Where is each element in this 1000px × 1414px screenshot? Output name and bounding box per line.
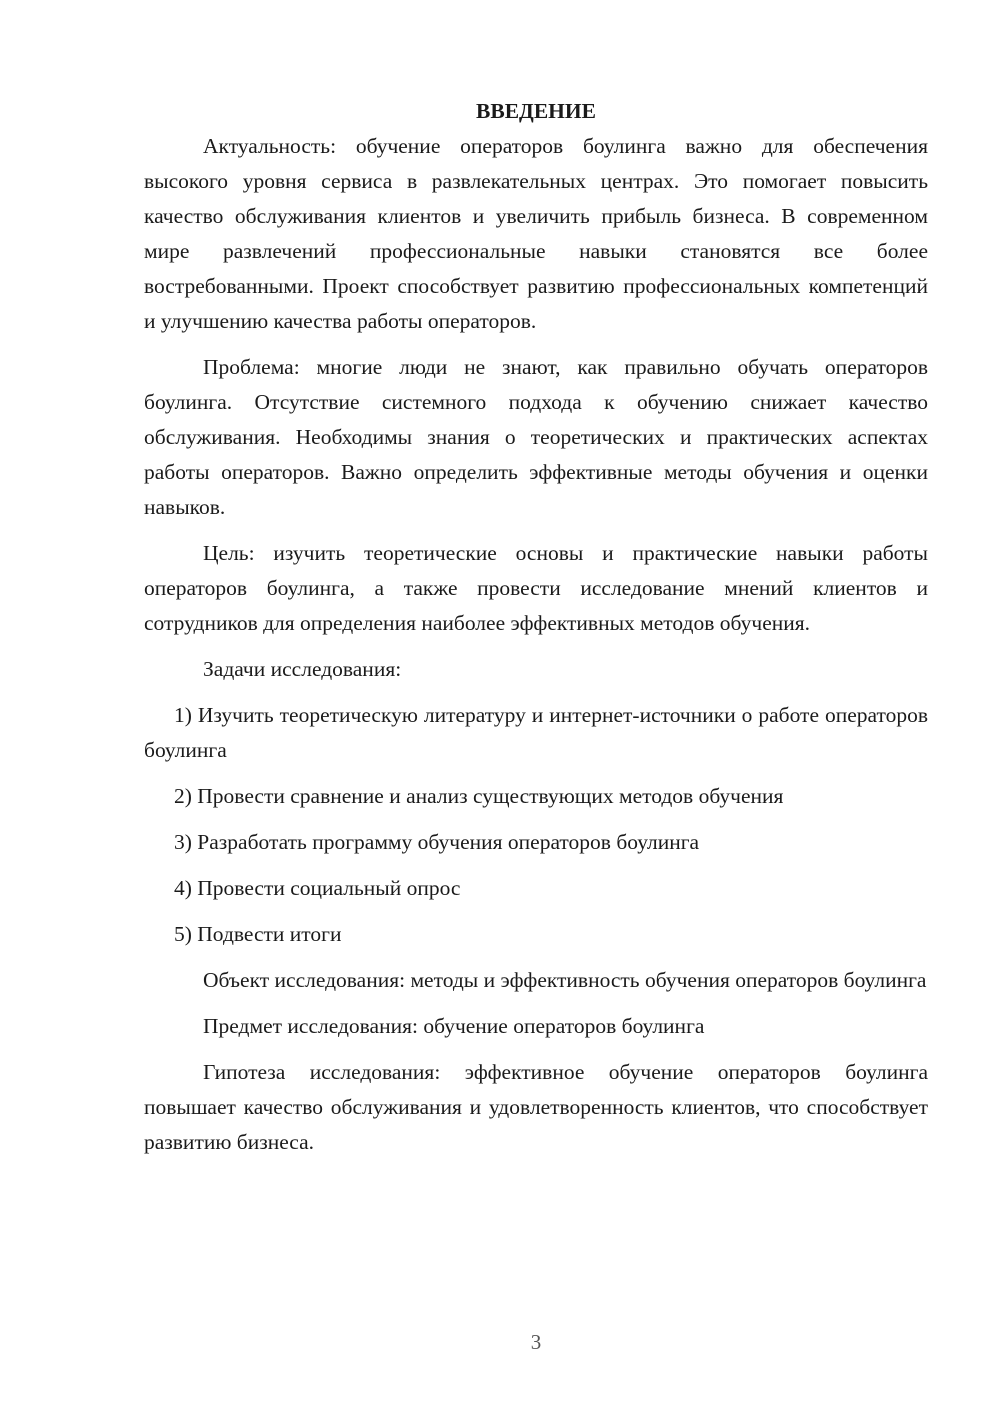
list-item: 3) Разработать программу обучения операторов боулинга [174, 830, 700, 854]
paragraph-relevance: Актуальность: обучение операторов боулинга важно для обеспечения высокого уровня сервиса в развлекательных центрах. Это помогает повысить качество обслуживания клиентов и увеличить прибыль бизнеса. В современном мире развлечений профессиональные навыки становятся все более востребованными. Проект способствует развитию профессиональных компетенций и улучшению качества работы операторов. [144, 134, 928, 333]
list-item: 5) Подвести итоги [174, 922, 342, 946]
paragraph-hypothesis: Гипотеза исследования: эффективное обучение операторов боулинга повышает качество обслуживания и удовлетворенность клиентов, что способствует развитию бизнеса. [144, 1060, 928, 1154]
list-item: 1) Изучить теоретическую литературу и интернет-источники о работе операторов боулинга [144, 703, 928, 762]
paragraph-tasks-heading: Задачи исследования: [203, 657, 402, 681]
page-number: 3 [530, 1330, 542, 1354]
list-item: 4) Провести социальный опрос [174, 876, 461, 900]
list-item: 2) Провести сравнение и анализ существующих методов обучения [174, 784, 784, 808]
tasks-list [144, 698, 928, 952]
section-title: ВВЕДЕНИЕ [476, 99, 596, 123]
paragraph-goal: Цель: изучить теоретические основы и практические навыки работы операторов боулинга, а также провести исследование мнений клиентов и сотрудников для определения наиболее эффективных методов обучения. [144, 541, 928, 635]
paragraph-object: Объект исследования: методы и эффективность обучения операторов боулинга [203, 968, 927, 992]
paragraph-subject: Предмет исследования: обучение операторов боулинга [203, 1014, 705, 1038]
document-page [144, 94, 928, 1171]
paragraph-problem: Проблема: многие люди не знают, как правильно обучать операторов боулинга. Отсутствие системного подхода к обучению снижает качество обслуживания. Необходимы знания о теоретических и практических аспектах работы операторов. Важно определить эффективные методы обучения и оценки навыков. [144, 355, 928, 519]
